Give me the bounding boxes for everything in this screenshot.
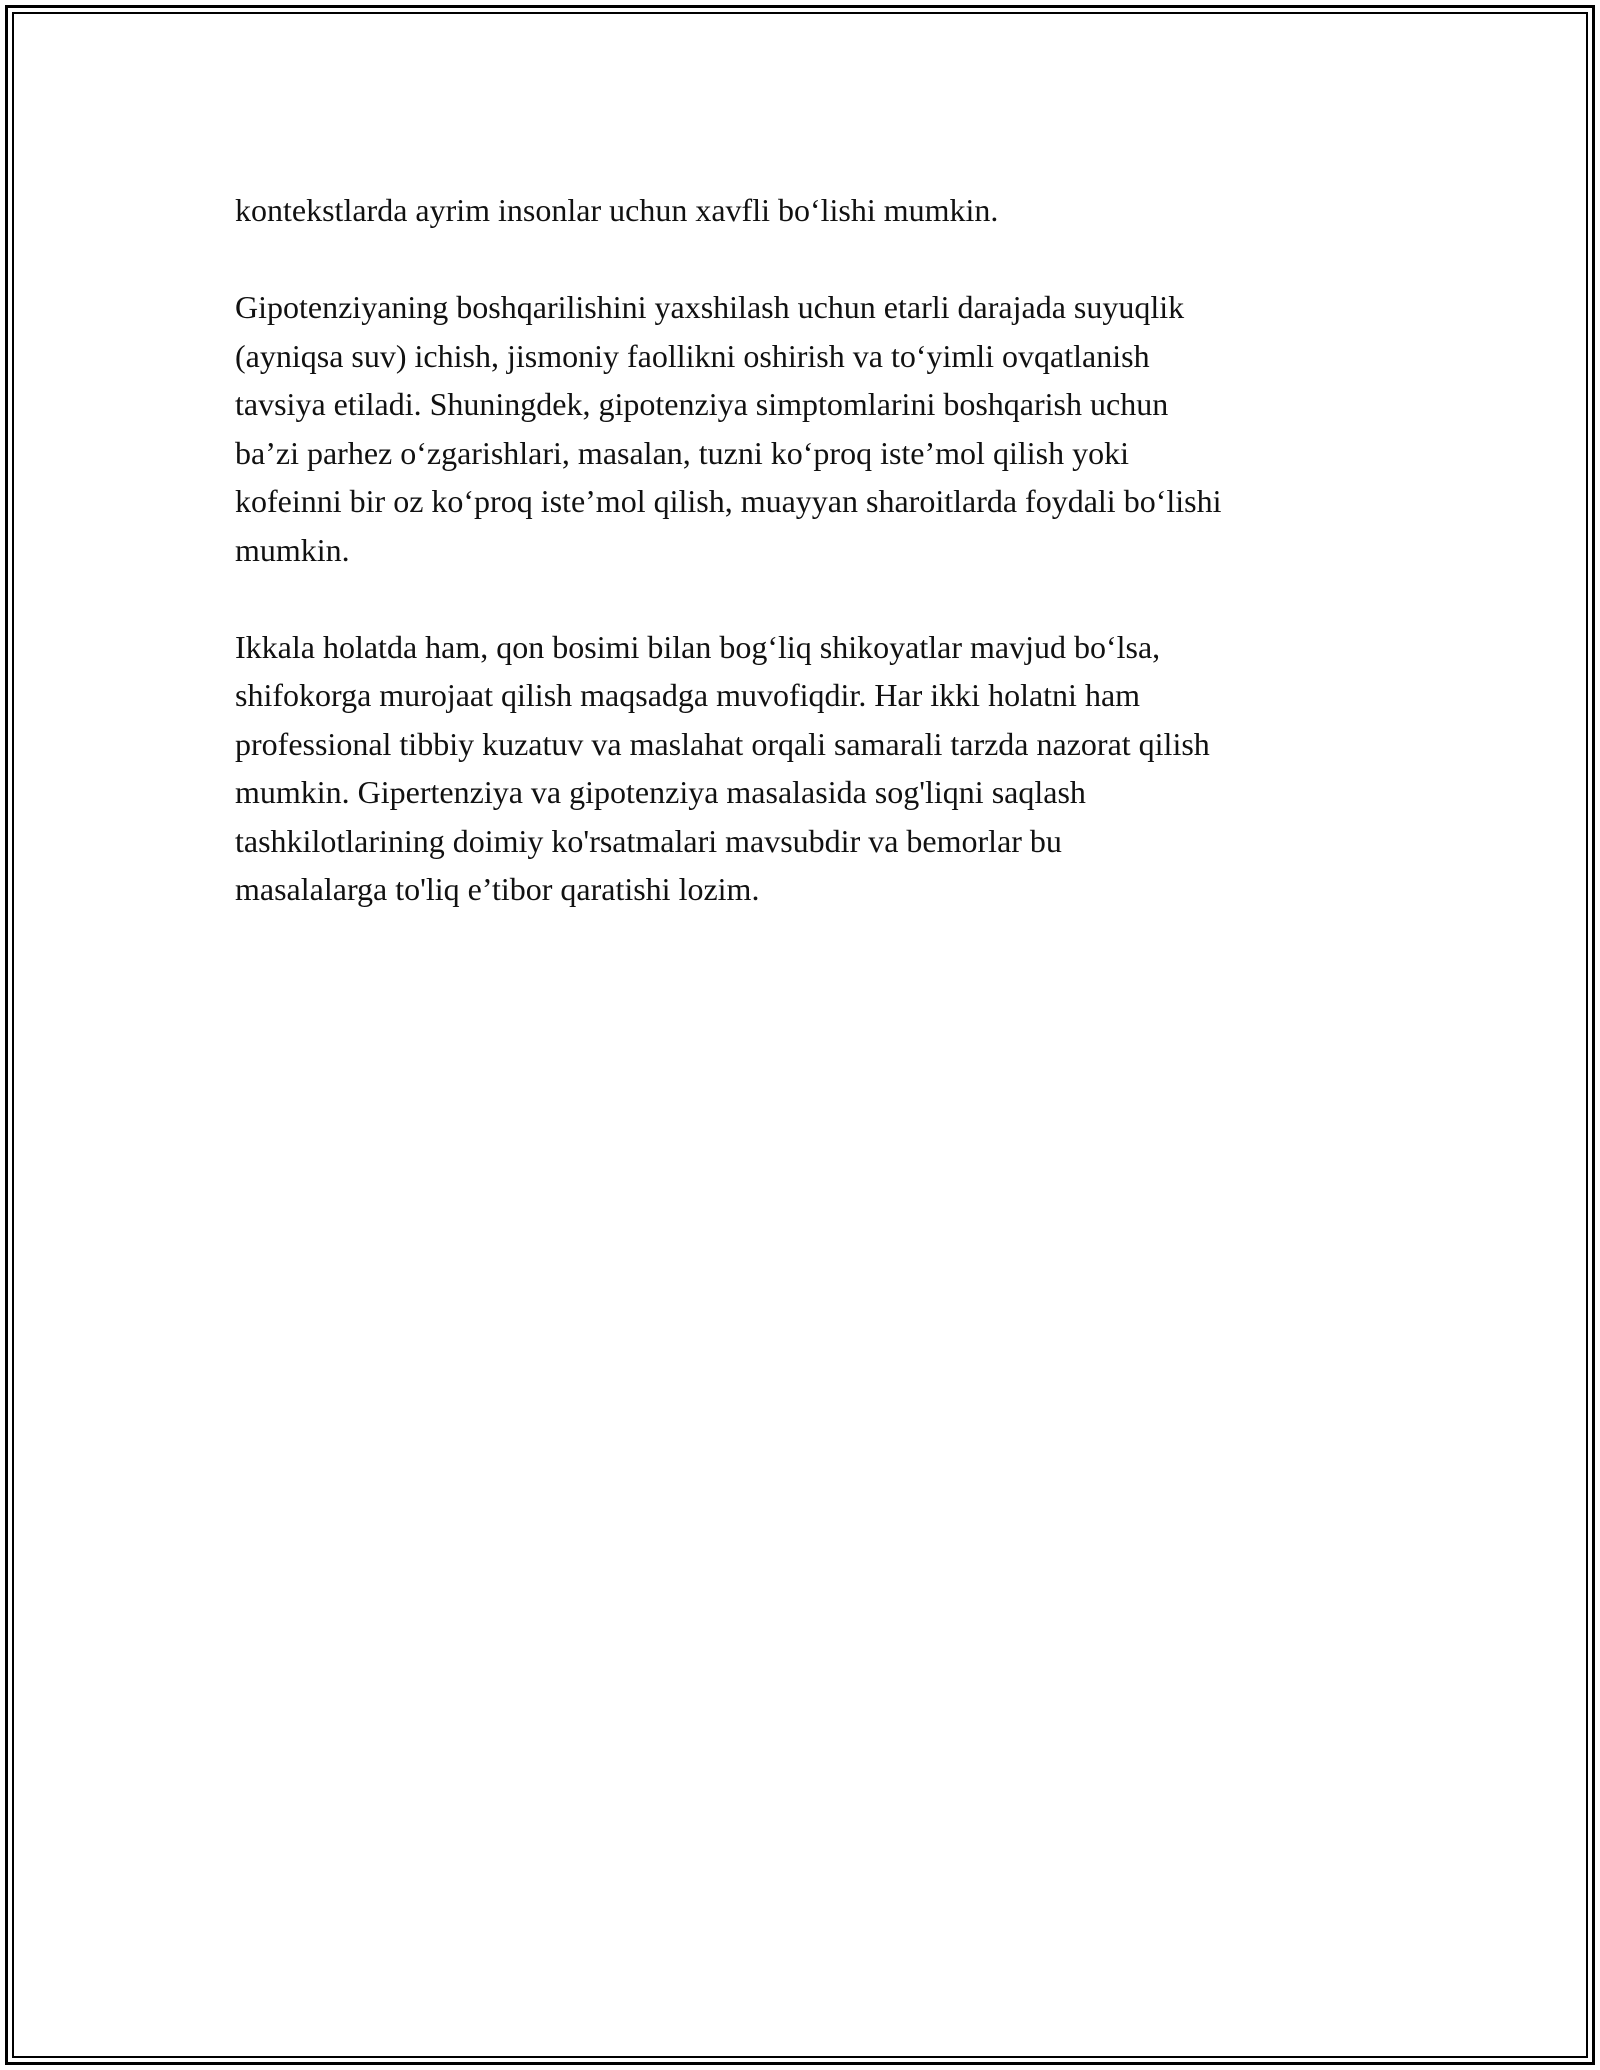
paragraph-2: Gipotenziyaning boshqarilishini yaxshilash uchun etarli darajada suyuqlik (ayniqsa suv) ichish, jismoniy faollikni oshirish va to‘yimli ovqatlanish tavsiya etiladi. Shuningdek, gipotenziya simptomlarini boshqarish uchun ba’zi parhez o‘zgarishlari, masalan, tuzni ko‘proq iste’mol qilish yoki kofeinni bir oz ko‘proq iste’mol qilish, muayyan sharoitlarda foydali bo‘lishi mumkin. [235, 289, 1222, 568]
document-body [235, 186, 1385, 962]
paragraph-3: Ikkala holatda ham, qon bosimi bilan bog‘liq shikoyatlar mavjud bo‘lsa, shifokorga murojaat qilish maqsadga muvofiqdir. Har ikki holatni ham professional tibbiy kuzatuv va maslahat orqali samarali tarzda nazorat qilish mumkin. Gipertenziya va gipotenziya masalasida sog'liqni saqlash tashkilotlarining doimiy ko'rsatmalari mavsubdir va bemorlar bu masalalarga to'liq e’tibor qaratishi lozim. [235, 628, 1210, 907]
paragraph-1: kontekstlarda ayrim insonlar uchun xavfli bo‘lishi mumkin. [235, 192, 999, 228]
